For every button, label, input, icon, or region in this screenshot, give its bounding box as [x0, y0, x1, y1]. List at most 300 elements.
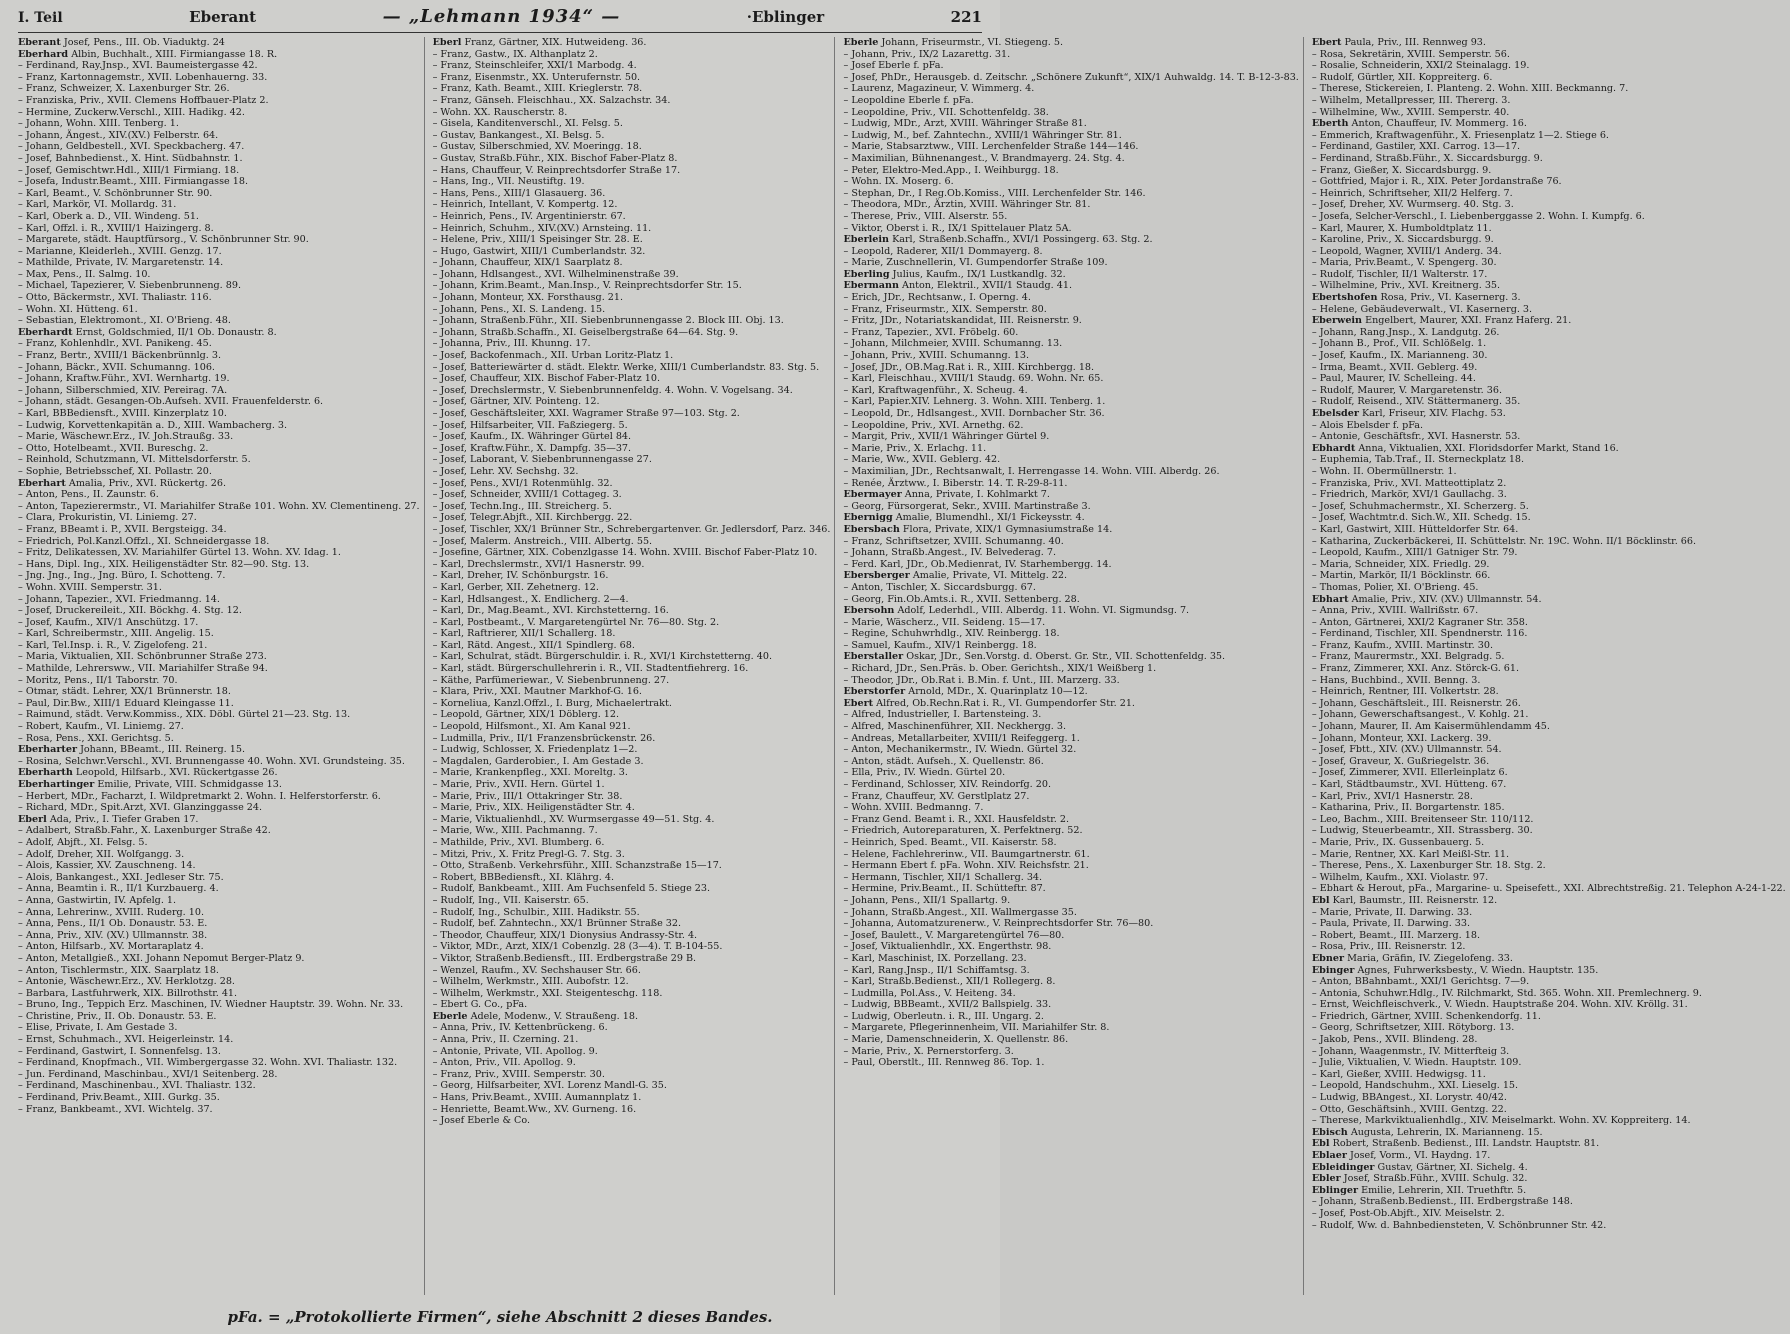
directory-entry	[18, 953, 420, 965]
entry-text: – Marie, Viktualienhdl., XV. Wurmsergasse 49—51. Stg. 4.	[432, 813, 715, 825]
entry-text: – Wilhelm, Metallpresser, III. Thererg. 3.	[1311, 94, 1511, 106]
entry-text: – Karl, Schreibermstr., XIII. Angelig. 15.	[18, 628, 214, 640]
directory-entry	[843, 628, 1298, 640]
entry-text: – Jng. Jng., Ing., Jng. Büro, I. Schotteng. 7.	[18, 570, 226, 582]
entry-text: – Anton, städt. Aufseh., X. Quellenstr. 86.	[843, 755, 1044, 767]
directory-entry	[843, 176, 1298, 188]
directory-entry	[18, 315, 420, 327]
entry-text: – Josef, Pens., XVI/1 Rotenmühlg. 32.	[432, 477, 613, 489]
directory-entry	[1312, 83, 1786, 95]
directory-entry	[18, 802, 420, 814]
entry-text: – Wohn. IX. Moserg. 6.	[843, 176, 954, 188]
entry-text: – Robert, BBBediensft., XI. Klährg. 4.	[432, 871, 614, 883]
entry-text: – Wilhelmine, Ww., XVIII. Semperstr. 40.	[1311, 106, 1510, 118]
directory-entry	[433, 1069, 831, 1081]
entry-text: – Marie, Krankenpfleg., XXI. Moreltg. 3.	[432, 767, 628, 779]
entry-text: – Gustav, Silberschmied, XV. Moeringg. 18.	[432, 141, 642, 153]
directory-entry	[1312, 512, 1786, 524]
entry-text: Karl, Straßenb.Schaffn., XVI/1 Possingerg. 63. Stg. 2.	[889, 234, 1153, 246]
directory-entry	[18, 489, 420, 501]
entry-text: – Johann, Rang.Jnsp., X. Landgutg. 26.	[1311, 326, 1500, 338]
entry-text: – Karl, Städtbaumstr., XVI. Hütteng. 67.	[1311, 779, 1507, 790]
entry-text: – Johann, Priv., IX/2 Lazarettg. 31.	[843, 48, 1011, 60]
entry-text: – Karl, Gießer, XVIII. Hedwigsg. 11.	[1311, 1068, 1486, 1080]
directory-entry	[1312, 999, 1786, 1011]
entry-text: Karl, Friseur, XIV. Flachg. 53.	[1358, 408, 1506, 419]
entry-text: – Mathilde, Private, IV. Margaretenstr. 14.	[18, 257, 224, 269]
directory-entry	[843, 223, 1298, 235]
directory-entry	[843, 396, 1298, 408]
entry-text: – Josef, Dreher, XV. Wurmserg. 40. Stg. 3.	[1311, 199, 1514, 211]
directory-entry	[433, 95, 831, 107]
directory-entry	[18, 188, 420, 200]
directory-entry	[433, 999, 831, 1011]
entry-text: – Michael, Tapezierer, V. Siebenbrunneng. 89.	[18, 280, 242, 292]
directory-entry	[433, 478, 831, 490]
directory-entry	[433, 107, 831, 119]
entry-text: – Johann, Monteur, XX. Forsthausg. 21.	[432, 292, 624, 304]
entry-text: – Leopold, Wagner, XVIII/1 Anderg. 34.	[1311, 245, 1502, 257]
entry-text: – Josef, Gemischtwr.Hdl., XIII/1 Firmiang. 18.	[18, 164, 240, 176]
directory-entry	[1312, 1022, 1786, 1034]
entry-text: – Klara, Priv., XXI. Mautner Markhof-G. 16.	[432, 686, 642, 698]
page-header	[18, 6, 982, 33]
directory-entry	[18, 872, 420, 884]
directory-entry	[843, 454, 1298, 466]
entry-text: – Franz, Kartonnagemstr., XVII. Lobenhauerng. 33.	[18, 71, 268, 83]
directory-entry	[1312, 153, 1786, 165]
entry-text: – Ebert G. Co., pFa.	[432, 999, 528, 1011]
directory-entry	[433, 988, 831, 1000]
directory-entry	[18, 651, 420, 663]
directory-entry	[843, 756, 1298, 768]
directory-entry	[18, 1069, 420, 1081]
entry-text: – Josef, Graveur, X. Gußriegelstr. 36.	[1311, 755, 1490, 767]
directory-entry	[433, 199, 831, 211]
entry-text: – Karl, BBBediensft., XVIII. Kinzerplatz 10.	[18, 408, 227, 419]
entry-text: – Rudolf, Reisend., XIV. Stättermanerg. 35.	[1311, 396, 1521, 408]
entry-text: – Karl, Postbeamt., V. Margaretengürtel Nr. 76—80. Stg. 2.	[432, 616, 720, 628]
entry-text: – Christine, Priv., II. Ob. Donaustr. 53. E.	[18, 1010, 217, 1022]
directory-entry	[843, 930, 1298, 942]
entry-text: – Antonia, Schuhwr.Hdlg., IV. Rilchmarkt, Std. 365. Wohn. XII. Premlechnerg. 9.	[1311, 987, 1702, 999]
directory-entry	[18, 918, 420, 930]
entry-text: – Clara, Prokuristin, VI. Liniemg. 27.	[18, 512, 197, 524]
surname: Ebleidinger	[1311, 1161, 1375, 1173]
surname: Eberhart	[18, 477, 66, 489]
directory-entry	[1312, 1127, 1786, 1139]
directory-entry	[433, 895, 831, 907]
directory-entry	[433, 420, 831, 432]
entry-text: – Georg, Schriftsetzer, XIII. Rötyborg. 13.	[1311, 1022, 1515, 1034]
directory-entry	[843, 350, 1298, 362]
entry-text: – Maria, Priv.Beamt., V. Spengerg. 30.	[1311, 257, 1497, 269]
entry-text: – Franz, Tapezier., XVI. Fröbelg. 60.	[843, 326, 1019, 338]
entry-text: – Anton, Priv., VII. Apollog. 9.	[432, 1057, 576, 1069]
entry-text: – Ernst, Schuhmach., XVI. Heigerleinstr. 14.	[18, 1034, 234, 1046]
entry-text: – Gustav, Bankangest., XI. Belsg. 5.	[432, 129, 605, 141]
directory-entry	[433, 605, 831, 617]
directory-entry	[433, 269, 831, 281]
directory-entry	[1312, 315, 1786, 327]
directory-entry	[1312, 605, 1786, 617]
entry-text: – Antonie, Private, VII. Apollog. 9.	[432, 1045, 598, 1057]
entry-text: – Maria, Viktualien, XII. Schönbrunner Straße 273.	[18, 651, 267, 663]
directory-entry	[1312, 895, 1786, 907]
entry-text: – Karl, Rang.Jnsp., II/1 Schiffamtsg. 3.	[843, 964, 1030, 976]
entry-text: – Rudolf, Gürtler, XII. Koppreiterg. 6.	[1311, 71, 1493, 83]
directory-entry	[843, 791, 1298, 803]
directory-entry	[843, 501, 1298, 513]
entry-text: – Raimund, städt. Verw.Kommiss., XIX. Döbl. Gürtel 21—23. Stg. 13.	[18, 709, 351, 721]
surname: Eberant	[18, 37, 61, 48]
directory-entry	[843, 941, 1298, 953]
directory-entry	[433, 825, 831, 837]
entry-text: – Johann, Hdlsangest., XVI. Wilhelminenstraße 39.	[432, 268, 679, 280]
entry-text: – Karl, Papier.XIV. Lehnerg. 3. Wohn. XIII. Tenberg. 1.	[843, 396, 1106, 408]
entry-text: Amalie, Blumendhl., XI/1 Fickeysstr. 4.	[892, 512, 1085, 524]
entry-text: – Reinhold, Schutzmann, VI. Mittelsdorferstr. 5.	[18, 454, 251, 466]
directory-entry	[843, 466, 1298, 478]
entry-text: – Paul, Dir.Bw., XIII/1 Eduard Kleingasse 11.	[18, 697, 234, 709]
directory-entry	[18, 408, 420, 420]
directory-entry	[1312, 327, 1786, 339]
entry-text: – Maximilian, JDr., Rechtsanwalt, I. Herrengasse 14. Wohn. VIII. Alberdg. 26.	[843, 465, 1220, 477]
entry-text: – Rosa, Pens., XXI. Gerichtsg. 5.	[18, 732, 174, 744]
directory-entry	[843, 49, 1298, 61]
directory-entry	[433, 744, 831, 756]
entry-text: – Marie, Priv., X. Erlachg. 11.	[843, 442, 987, 454]
directory-entry	[433, 953, 831, 965]
entry-text: – Barbara, Lastfuhrwerk, XIX. Billrothstr. 41.	[18, 987, 238, 999]
entry-text: – Friedrich, Gärtner, XVIII. Schenkendorfg. 11.	[1311, 1010, 1541, 1022]
directory-entry	[843, 234, 1298, 246]
directory-entry	[18, 849, 420, 861]
directory-entry	[1312, 443, 1786, 455]
entry-text: – Ferdinand, Ray.Jnsp., XVI. Baumeistergasse 42.	[18, 60, 258, 72]
directory-entry	[433, 617, 831, 629]
entry-text: – Heinrich, Sped. Beamt., VII. Kaiserstr. 58.	[843, 836, 1057, 848]
surname: Eberth	[1311, 118, 1349, 130]
directory-entry	[18, 733, 420, 745]
entry-text: – Karl, Dr., Mag.Beamt., XVI. Kirchstetterng. 16.	[432, 605, 669, 617]
entry-text: – Anton, Mechanikermstr., IV. Wiedn. Gürtel 32.	[843, 744, 1077, 756]
entry-text: – Anna, Beamtin i. R., II/1 Kurzbauerg. 4.	[18, 883, 219, 895]
directory-entry	[18, 976, 420, 988]
entry-text: – Marie, Ww., XVII. Geblerg. 42.	[843, 454, 1001, 466]
directory-entry	[1312, 165, 1786, 177]
entry-text: – Alfred, Maschinenführer, XII. Neckhergg. 3.	[843, 721, 1067, 733]
first-entry-word: Eberant	[189, 8, 257, 26]
directory-entry	[843, 1046, 1298, 1058]
entry-text: – Ernst, Weichfleischverk., V. Wiedn. Hauptstraße 204. Wohn. XIV. Kröllg. 31.	[1311, 999, 1688, 1011]
entry-text: Augusta, Lehrerin, IX. Marianneng. 15.	[1347, 1126, 1543, 1138]
entry-text: – Heinrich, Intellant, V. Kompertg. 12.	[432, 199, 618, 211]
directory-entry	[1312, 1011, 1786, 1023]
directory-entry	[843, 420, 1298, 432]
entry-text: – Josefine, Gärtner, XIX. Cobenzlgasse 14. Wohn. XVIII. Bischof Faber-Platz 10.	[432, 547, 818, 559]
entry-text: – Johann B., Prof., VII. Schlößelg. 1.	[1311, 338, 1487, 350]
directory-entry	[18, 257, 420, 269]
entry-text: – Thomas, Polier, XI. O'Brieng. 45.	[1311, 581, 1479, 593]
entry-text: – Josef, Bahnbedienst., X. Hint. Südbahnstr. 1.	[18, 152, 243, 164]
directory-entry	[1312, 466, 1786, 478]
surname: Ebertshofen	[1311, 292, 1378, 304]
directory-entry	[1312, 733, 1786, 745]
entry-text: – Franz, Chauffeur, XV. Gerstlplatz 27.	[843, 790, 1030, 802]
directory-entry	[843, 188, 1298, 200]
entry-text: – Josef, Batteriewärter d. städt. Elektr. Werke, XIII/1 Cumberlandstr. 83. Stg. 5.	[432, 361, 820, 373]
directory-entry	[1312, 234, 1786, 246]
entry-text: – Franz Gend. Beamt i. R., XXI. Hausfeldstr. 2.	[843, 813, 1070, 825]
entry-text: – Ella, Priv., IV. Wiedn. Gürtel 20.	[843, 767, 1006, 779]
directory-entry	[1312, 594, 1786, 606]
entry-text: – Josef, Zimmerer, XVII. Ellerleinplatz 6.	[1311, 767, 1508, 779]
directory-entry	[433, 315, 831, 327]
entry-text: – Karl, Fleischhau., XVIII/1 Staudg. 69. Wohn. Nr. 65.	[843, 373, 1104, 385]
entry-text: – Johann, Maurer, II. Am Kaisermühlendamm 45.	[1311, 721, 1550, 733]
directory-entry	[843, 385, 1298, 397]
entry-text: – Franz, Kaufm., XVIII. Martinstr. 30.	[1311, 639, 1494, 651]
directory-entry	[843, 246, 1298, 258]
entry-text: – Heinrich, Schuhm., XIV.(XV.) Arnsteing. 11.	[432, 222, 652, 234]
entry-text: – Gottfried, Major i. R., XIX. Peter Jordanstraße 76.	[1311, 176, 1562, 188]
entry-text: – Josef, Baulett., V. Margaretengürtel 76—80.	[843, 929, 1065, 941]
entry-text: Josef, Pens., III. Ob. Viaduktg. 24	[60, 37, 225, 48]
entry-text: – Josef, Viktualienhdlr., XX. Engerthstr. 98.	[843, 941, 1052, 953]
directory-entry	[18, 744, 420, 756]
entry-text: Robert, Straßenb. Bedienst., III. Landstr. Hauptstr. 81.	[1329, 1138, 1600, 1150]
directory-entry	[18, 396, 420, 408]
directory-entry	[433, 872, 831, 884]
directory-entry	[433, 930, 831, 942]
directory-entry	[18, 385, 420, 397]
entry-text: – Karl, Maschinist, IX. Porzellang. 23.	[843, 952, 1027, 964]
directory-entry	[843, 1057, 1298, 1069]
directory-entry	[433, 292, 831, 304]
entry-text: – Josef, Kaufm., XIV/1 Anschützg. 17.	[18, 616, 199, 628]
entry-text: – Georg, Hilfsarbeiter, XVI. Lorenz Mandl-G. 35.	[432, 1080, 667, 1092]
directory-entry	[1312, 802, 1786, 814]
entry-text: – Johann, Straßenb.Führ., XII. Siebenbrunnengasse 2. Block III. Obj. 13.	[432, 315, 784, 327]
entry-text: Johann, BBeamt., III. Reinerg. 15.	[77, 744, 246, 756]
directory-entry	[18, 559, 420, 571]
directory-entry	[1312, 478, 1786, 490]
directory-entry	[1312, 814, 1786, 826]
directory-entry	[433, 280, 831, 292]
directory-entry	[433, 547, 831, 559]
directory-entry	[18, 628, 420, 640]
entry-text: – Ferdinand, Maschinenbau., XVI. Thaliastr. 132.	[18, 1080, 256, 1092]
entry-text: – Adolf, Dreher, XII. Wolfgangg. 3.	[18, 848, 185, 860]
entry-text: – Therese, Pens., X. Laxenburger Str. 18. Stg. 2.	[1311, 860, 1546, 872]
entry-text: – Wilhelm, Werkmstr., XXI. Steigenteschg. 118.	[432, 987, 663, 999]
entry-text: – Leopold, Kaufm., XIII/1 Gatniger Str. 79.	[1311, 547, 1518, 559]
directory-entry	[843, 721, 1298, 733]
directory-entry	[433, 443, 831, 455]
directory-entry	[18, 512, 420, 524]
entry-text: – Antonie, Geschäftsfr., XVI. Hasnerstr. 53.	[1311, 431, 1521, 443]
directory-entry	[433, 756, 831, 768]
directory-entry	[18, 617, 420, 629]
directory-entry	[1312, 559, 1786, 571]
directory-entry	[18, 165, 420, 177]
entry-text: – Karoline, Priv., X. Siccardsburgg. 9.	[1311, 234, 1494, 246]
entry-text: – Samuel, Kaufm., XIV/1 Reinbergg. 18.	[843, 639, 1037, 651]
surname: Eblaer	[1311, 1150, 1347, 1161]
directory-entry	[18, 246, 420, 258]
surname: Ebert	[1311, 37, 1342, 48]
directory-entry	[18, 524, 420, 536]
directory-entry	[843, 304, 1298, 316]
entry-text: – Karl, Tel.Insp. i. R., V. Zigelofeng. 21.	[18, 639, 208, 651]
surname: Eberle	[843, 37, 879, 48]
entry-text: – Margit, Priv., XVII/1 Währinger Gürtel 9.	[843, 431, 1050, 443]
entry-text: Anton, Chauffeur, IV. Mommerg. 16.	[1348, 118, 1527, 130]
entry-text: – Ferd. Karl, JDr., Ob.Medienrat, IV. Starhembergg. 14.	[843, 558, 1112, 570]
entry-text: Anna, Viktualien, XXI. Floridsdorfer Markt, Stand 16.	[1355, 442, 1619, 454]
entry-text: – Franz, Maurermstr., XXI. Belgradg. 5.	[1311, 651, 1505, 663]
surname: Eberhartinger	[18, 779, 95, 790]
directory-entry	[843, 988, 1298, 1000]
entry-text: – Korneliua, Kanzl.Offzl., I. Burg, Michaelertrakt.	[432, 697, 672, 709]
directory-entry	[18, 965, 420, 977]
entry-text: – Leopoldine, Priv., XVI. Arnethg. 62.	[843, 419, 1024, 431]
entry-text: – Robert, Kaufm., VI. Liniemg. 27.	[18, 721, 184, 733]
entry-text: – Fritz, Delikatessen, XV. Mariahilfer Gürtel 13. Wohn. XV. Idag. 1.	[18, 547, 341, 559]
entry-text: – Adolf, Abjft., XI. Felsg. 5.	[18, 836, 148, 848]
entry-text: – Wilhelm, Kaufm., XXI. Violastr. 97.	[1311, 871, 1489, 883]
directory-entry	[433, 1080, 831, 1092]
entry-text: – Alois, Bankangest., XXI. Jedleser Str. 75.	[18, 871, 224, 883]
entry-text: – Marie, Damenschneiderin, X. Quellenstr. 86.	[843, 1034, 1069, 1046]
directory-entry	[1312, 860, 1786, 872]
directory-entry	[1312, 338, 1786, 350]
directory-entry	[843, 95, 1298, 107]
entry-text: – Josef, Geschäftsleiter, XXI. Wagramer Straße 97—103. Stg. 2.	[432, 408, 740, 419]
directory-entry	[1312, 547, 1786, 559]
directory-entry	[18, 663, 420, 675]
directory-entry	[843, 478, 1298, 490]
directory-entry	[843, 767, 1298, 779]
directory-entry	[1312, 941, 1786, 953]
directory-entry	[1312, 269, 1786, 281]
entry-text: – Magdalen, Garderobier., I. Am Gestade 3.	[432, 755, 644, 767]
entry-text: – Rudolf, Ing., Schulbir., XIII. Hadikstr. 55.	[432, 906, 640, 918]
directory-entry	[843, 327, 1298, 339]
entry-text: – Marie, Priv., III/1 Ottakringer Str. 38.	[432, 790, 623, 802]
entry-text: – Josef, Techn.Ing., III. Streicherg. 5.	[432, 500, 612, 512]
column-2	[433, 37, 836, 1295]
entry-text: – Theodor, Chauffeur, XIX/1 Dionysius Andrassy-Str. 4.	[432, 929, 698, 941]
entry-text: – Ludmilla, Pol.Ass., V. Heiteng. 34.	[843, 987, 1016, 999]
entry-text: – Leo, Bachm., XIII. Breitenseer Str. 110/112.	[1311, 813, 1534, 825]
entry-text: – Rudolf, Ww. d. Bahnbediensteten, V. Schönbrunner Str. 42.	[1311, 1219, 1607, 1231]
entry-text: – Josef, Gärtner, XIV. Pointeng. 12.	[432, 396, 600, 408]
entry-text: – Anton, Gärtnerei, XXI/2 Kagraner Str. 358.	[1311, 616, 1528, 628]
directory-entry	[1312, 1196, 1786, 1208]
entry-text: – Ferdinand, Tischler, XII. Spendnerstr. 116.	[1311, 628, 1528, 640]
entry-text: – Alois, Kassier, XV. Zauschneng. 14.	[18, 860, 196, 872]
entry-text: – Karl, Maurer, X. Humboldtplatz 11.	[1311, 222, 1492, 234]
entry-text: – Mathilde, Lehrersww., VII. Mariahilfer Straße 94.	[18, 663, 268, 675]
directory-entry	[1312, 431, 1786, 443]
entry-text: – Ludwig, M., bef. Zahntechn., XVIII/1 Währinger Str. 81.	[843, 129, 1122, 141]
entry-text: – Josef, Kraftw.Führ., X. Dampfg. 35—37.	[432, 442, 632, 454]
directory-entry	[433, 686, 831, 698]
surname: Ebhardt	[1311, 442, 1356, 454]
surname: Ebhart	[1311, 593, 1349, 605]
entry-text: – Elise, Private, I. Am Gestade 3.	[18, 1022, 178, 1034]
entry-text: – Leopold, Dr., Hdlsangest., XVII. Dornbacher Str. 36.	[843, 408, 1105, 419]
directory-entry	[433, 176, 831, 188]
entry-text: Maria, Gräfin, IV. Ziegelofeng. 33.	[1344, 952, 1513, 964]
entry-text: – Wohn. XI. Hütteng. 61.	[18, 303, 138, 315]
directory-entry	[843, 199, 1298, 211]
directory-entry	[433, 582, 831, 594]
directory-entry	[18, 675, 420, 687]
directory-entry	[433, 721, 831, 733]
directory-entry	[433, 408, 831, 420]
directory-entry	[1312, 107, 1786, 119]
directory-entry	[433, 234, 831, 246]
directory-entry	[1312, 524, 1786, 536]
directory-entry	[843, 269, 1298, 281]
directory-entry	[433, 907, 831, 919]
entry-text: – Josef, Fbtt., XIV. (XV.) Ullmannstr. 54.	[1311, 744, 1502, 756]
directory-entry	[1312, 188, 1786, 200]
directory-entry	[843, 257, 1298, 269]
entry-text: – Therese, Markviktualienhdlg., XIV. Meiselmarkt. Wohn. XV. Koppreiterg. 14.	[1311, 1115, 1691, 1127]
directory-entry	[433, 767, 831, 779]
directory-entry	[843, 640, 1298, 652]
entry-text: – Martin, Markör, II/1 Böcklinstr. 66.	[1311, 570, 1491, 582]
last-entry-word: ·Eblinger	[746, 8, 825, 26]
directory-entry	[433, 1046, 831, 1058]
directory-entry	[843, 663, 1298, 675]
directory-entry	[18, 756, 420, 768]
entry-text: – Franz, Friseurmstr., XIX. Semperstr. 80.	[843, 303, 1047, 315]
entry-text: – Franziska, Priv., XVII. Clemens Hoffbauer-Platz 2.	[18, 94, 269, 106]
entry-text: – Ferdinand, Knopfmach., VII. Wimbergergasse 32. Wohn. XVI. Thaliastr. 132.	[18, 1057, 398, 1069]
directory-entry	[843, 733, 1298, 745]
entry-text: – Katharina, Zuckerbäckerei, II. Schüttelstr. Nr. 19C. Wohn. II/1 Böcklinstr. 66.	[1311, 535, 1697, 547]
entry-text: – Richard, JDr., Sen.Präs. b. Ober. Gerichtsh., XIX/1 Weißberg 1.	[843, 663, 1157, 675]
directory-entry	[1312, 72, 1786, 84]
entry-text: – Franz, Steinschleifer, XXI/1 Marbodg. 4.	[432, 60, 637, 72]
directory-entry	[1312, 953, 1786, 965]
entry-text: – Anton, Pens., II. Zaunstr. 6.	[18, 489, 159, 501]
directory-entry	[18, 223, 420, 235]
entry-text: – Stephan, Dr., I Reg.Ob.Komiss., VIII. Lerchenfelder Str. 146.	[843, 187, 1146, 199]
entry-text: – Rosa, Sekretärin, XVIII. Semperstr. 56.	[1311, 48, 1510, 60]
surname: Ebernigg	[843, 512, 893, 524]
directory-entry	[1312, 95, 1786, 107]
entry-text: Anton, Elektril., XVII/1 Staudg. 41.	[898, 280, 1073, 292]
directory-entry	[18, 83, 420, 95]
directory-entry	[843, 883, 1298, 895]
entry-text: – Anna, Priv., XVIII. Wallrißstr. 67.	[1311, 605, 1479, 617]
entry-text: – Karl, Oberk a. D., VII. Windeng. 51.	[18, 210, 199, 222]
surname: Ebl	[1311, 1138, 1330, 1150]
directory-entry	[1312, 176, 1786, 188]
entry-text: – Rosa, Priv., III. Reisnerstr. 12.	[1311, 941, 1466, 953]
entry-text: – Johann, Silberschmied, XIV. Pereirag. 7A.	[18, 384, 228, 396]
directory-entry	[18, 594, 420, 606]
entry-text: Josef, Vorm., VI. Haydng. 17.	[1346, 1150, 1491, 1161]
directory-entry	[433, 594, 831, 606]
entry-text: – Margarete, Pflegerinnenheim, VII. Mariahilfer Str. 8.	[843, 1022, 1110, 1034]
